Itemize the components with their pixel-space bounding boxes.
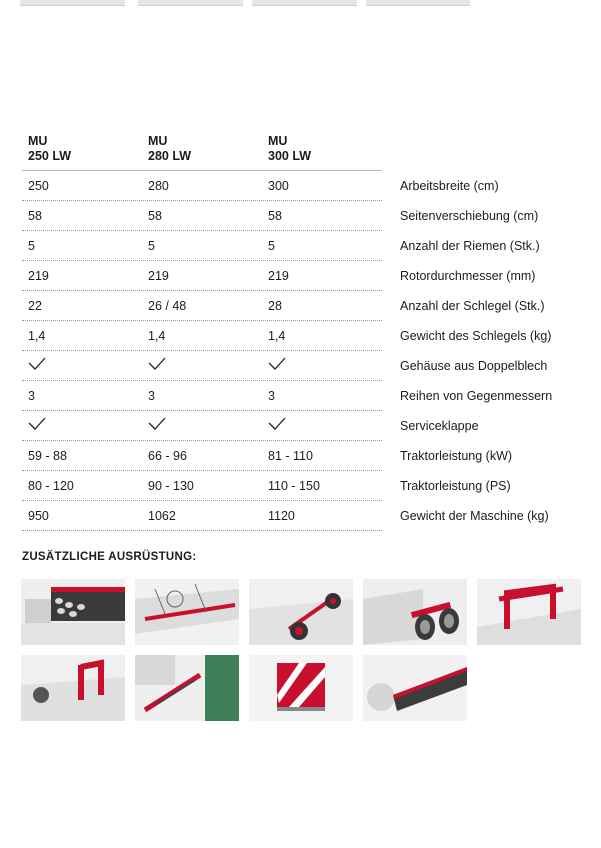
cell-value: 3 [28,389,35,403]
cell-value: 26 / 48 [148,299,187,313]
table-row [22,201,539,231]
table-row [22,351,548,381]
specification-table [22,134,553,531]
row-label: Arbeitsbreite (cm) [400,179,499,193]
cell-value: 1,4 [268,329,286,343]
row-label: Gewicht der Maschine (kg) [400,509,549,523]
table-row [22,261,536,291]
equipment-image-1 [21,579,125,645]
cell-value: 219 [148,269,169,283]
checkmark-icon [28,417,46,431]
cell-value: 3 [148,389,155,403]
column-header [28,134,71,164]
equipment-image-5 [477,579,581,645]
table-row [22,231,540,261]
cell-value: 1,4 [148,329,166,343]
cell-value: 58 [28,209,42,223]
table-row [22,321,552,351]
equipment-image-7 [135,655,239,721]
checkmark-icon [268,357,286,371]
cell-value: 300 [268,179,289,193]
cell-value: 5 [268,239,275,253]
model-name: MU [28,134,48,148]
cell-value: 28 [268,299,282,313]
cell-value: 3 [268,389,275,403]
column-header [148,134,191,164]
extra-equipment-heading: ZUSÄTZLICHE AUSRÜSTUNG: [22,551,197,563]
equipment-image-6 [21,655,125,721]
row-label: Anzahl der Riemen (Stk.) [400,239,540,253]
cell-value: 5 [148,239,155,253]
model-variant: 250 LW [28,149,72,163]
cell-value: 59 - 88 [28,449,67,463]
row-label: Serviceklappe [400,419,479,433]
cell-value: 80 - 120 [28,479,74,493]
model-name: MU [148,134,168,148]
table-row [22,381,553,411]
cell-value: 950 [28,509,49,523]
table-row [22,501,549,531]
row-label: Anzahl der Schlegel (Stk.) [400,299,545,313]
equipment-image-2 [135,579,239,645]
checkmark-icon [28,357,46,371]
table-body [22,171,553,531]
cell-value: 90 - 130 [148,479,194,493]
table-header [22,134,382,171]
table-row [22,471,511,501]
cell-value: 280 [148,179,169,193]
cell-value: 58 [268,209,282,223]
model-variant: 300 LW [268,149,312,163]
cell-value: 22 [28,299,42,313]
cell-value: 1,4 [28,329,46,343]
cell-value: 1120 [268,509,295,523]
table-row [22,411,479,441]
checkmark-icon [268,417,286,431]
cell-value: 219 [28,269,49,283]
equipment-image-3 [249,579,353,645]
cropped-image-strip [20,0,470,6]
table-row [22,291,545,321]
cell-value: 250 [28,179,49,193]
cell-value: 110 - 150 [268,479,320,493]
cell-value: 5 [28,239,35,253]
column-header [268,134,311,164]
equipment-image-9 [363,655,467,721]
table-row [22,441,513,471]
row-label: Gehäuse aus Doppelblech [400,359,548,373]
cell-value: 66 - 96 [148,449,187,463]
row-label: Gewicht des Schlegels (kg) [400,329,552,343]
row-label: Seitenverschiebung (cm) [400,209,539,223]
cell-value: 81 - 110 [268,449,313,463]
checkmark-icon [148,417,166,431]
row-label: Rotordurchmesser (mm) [400,269,536,283]
equipment-image-8 [249,655,353,721]
row-label: Reihen von Gegenmessern [400,389,553,403]
table-row [22,171,499,201]
model-name: MU [268,134,288,148]
cell-value: 219 [268,269,289,283]
cell-value: 1062 [148,509,176,523]
equipment-image-4 [363,579,467,645]
row-label: Traktorleistung (kW) [400,449,513,463]
cell-value: 58 [148,209,162,223]
row-label: Traktorleistung (PS) [400,479,511,493]
checkmark-icon [148,357,166,371]
model-variant: 280 LW [148,149,192,163]
